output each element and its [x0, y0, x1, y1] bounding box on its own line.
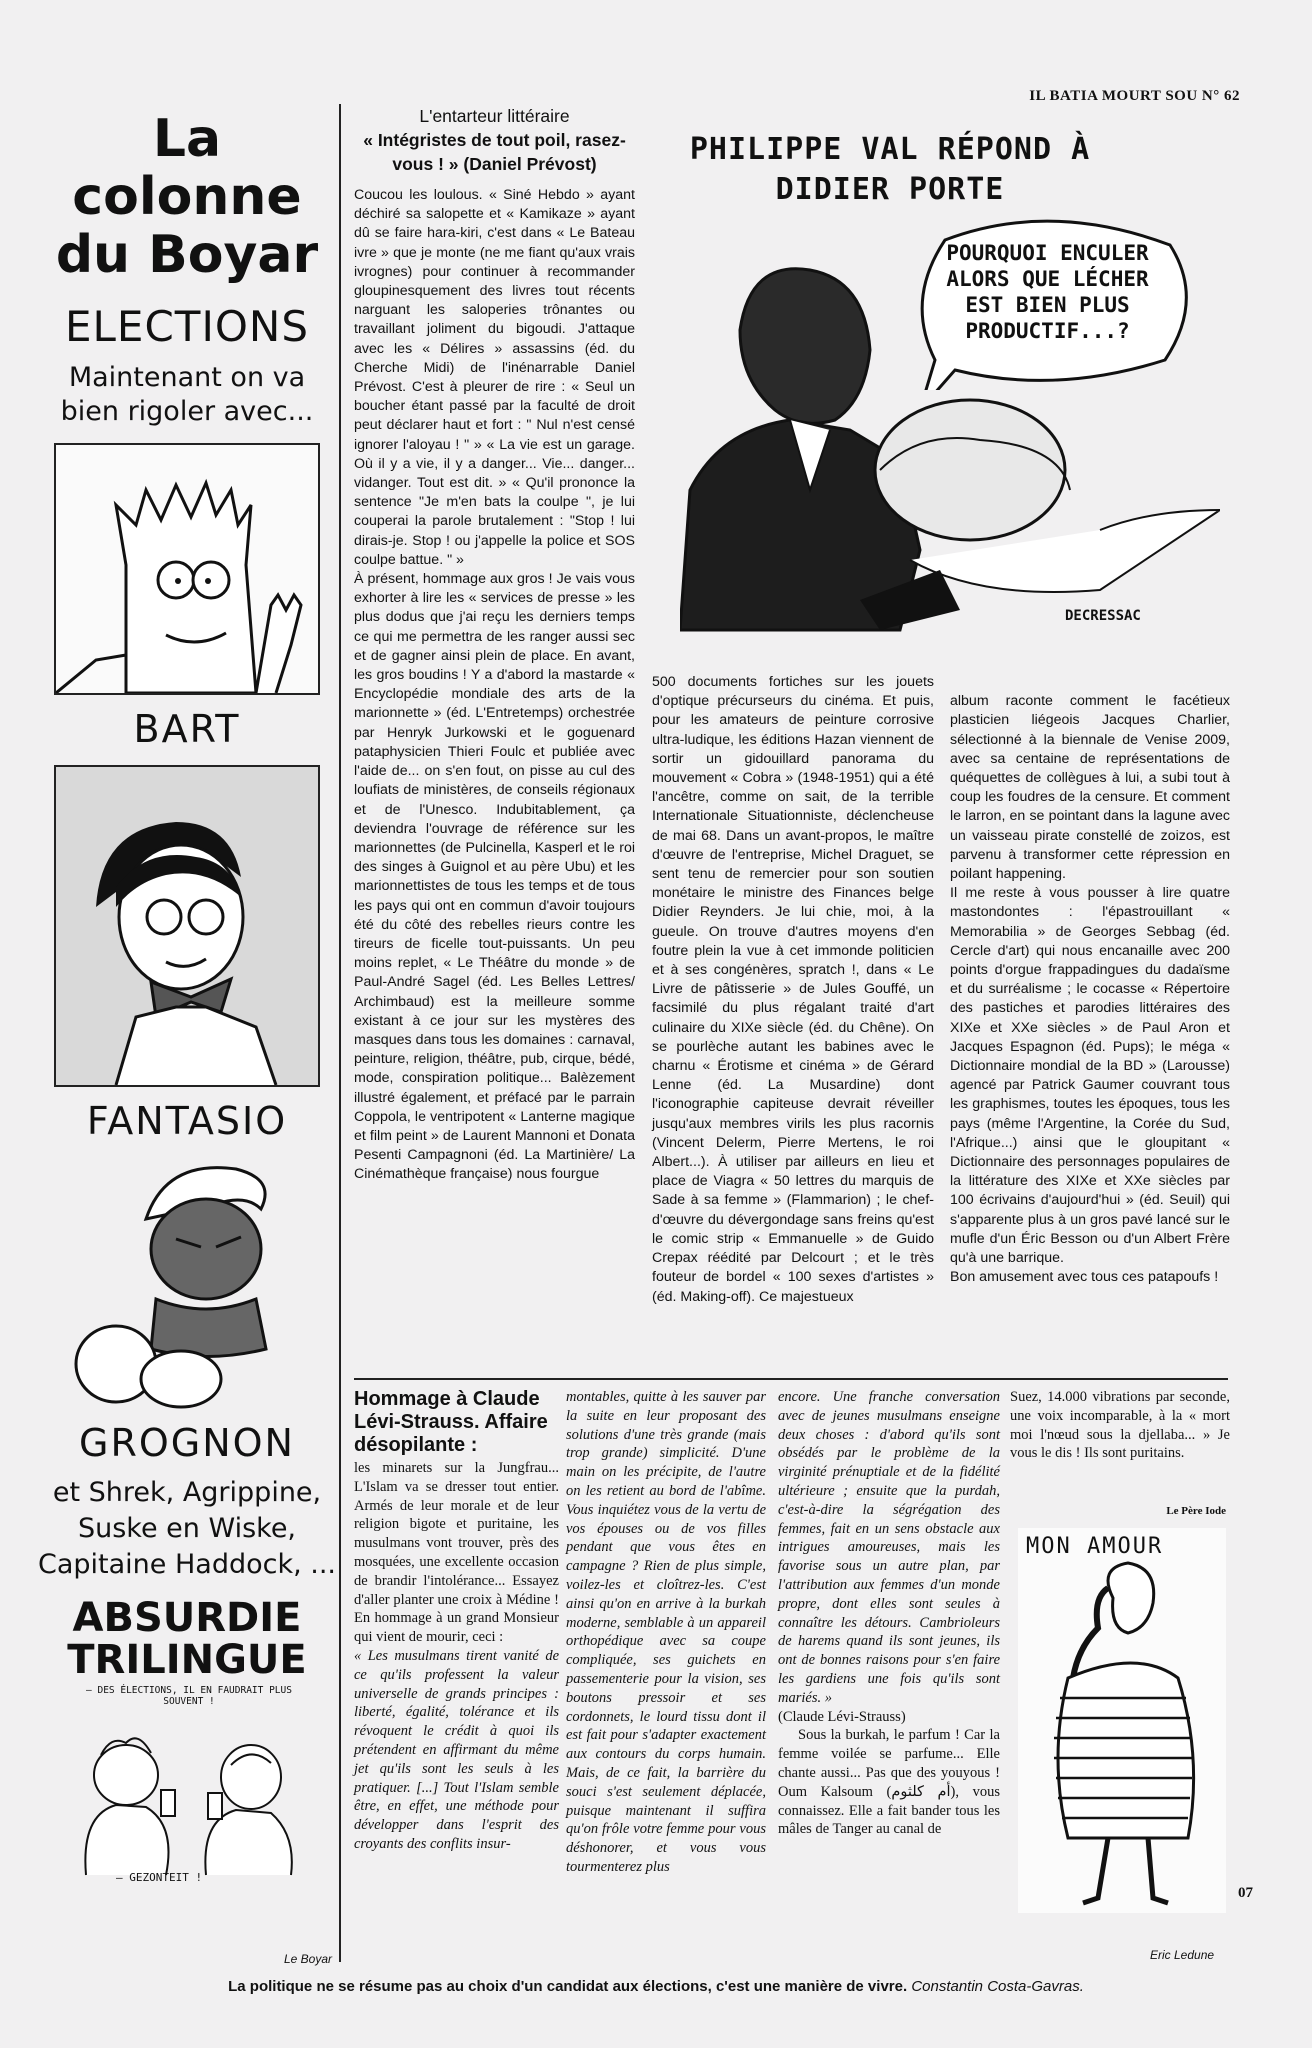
cartoon-philippe-val: [680, 130, 1220, 640]
other-characters: et Shrek, Agrippine, Suske en Wiske, Capitaine Haddock, ...: [38, 1477, 337, 1580]
bottom-article-signature: Le Père Iode: [1166, 1505, 1226, 1517]
bottom-article-paragraph: Sous la burkah, le parfum ! Car la femme voilée se parfume... Elle chante aussi... Pas que des youyous ! Oum Kalsoum (أم كلثوم), vous connaissez. Elle a fait bander tous les mâles de Tanger au canal de: [778, 1727, 1000, 1838]
article-paragraph: Coucou les loulous. « Siné Hebdo » ayant déchiré sa salopette et « Kamikaze » ayant dû se faire hara-kiri, c'est dans « Le Bateau ivre » que je monte (ne me fiant qu'aux vrais ivrognes) pour continuer à recommander gloupinesquement des livres tout récents narguant les saloperies trônantes ou travaillant joliment du bigoudi. J'attaque avec les « Délires » assassins (éd. du Cherche Midi) de l'inénarrable Daniel Prévost. C'est à pleurer de rire : « Seul un boucher étant passé par la faculté de droit peut déclarer haut et fort : " Nul n'est censé ignorer l'aloyau ! " » « La vie est un garage. Où il y a vie, il y a danger... Vie... danger... vidanger. Tout est dit. » « Qu'il prononce la sentence "Je m'en bats la coulpe ", je lui couperai la parole brutalement : "Stop ! lui dirais-je. Stop ! ou j'appelle la police et SOS coulpe battue. " »: [354, 187, 635, 568]
bottom-article-column-3: [778, 1388, 1000, 1839]
footer-quote-author: Constantin Costa-Gavras.: [911, 1978, 1084, 1995]
fantasio-drawing: [54, 765, 320, 1087]
column-title: La colonne du Boyar: [55, 109, 319, 285]
bart-drawing: [54, 443, 320, 695]
elections-subtitle: Maintenant on va bien rigoler avec...: [60, 362, 314, 427]
article-headline-block: [354, 104, 635, 176]
article-paragraph: 500 documents fortiches sur les jouets d'optique précurseurs du cinéma. Et puis, pour les amateurs de peinture corrosive ultra-ludique, les éditions Hazan viennent de sortir un gidouillard panorama du mouvement « Cobra » (1948-1951) qui a été l'ancêtre, comme on sait, de la terrible Internationale Situationniste, déclencheuse de mai 68. Dans un avant-propos, le maître d'œuvre de l'entreprise, Michel Draguet, se sent tenu de remercier pour son soutien monétaire le ministre des Finances belge Didier Reynders. Je lui chie, moi, à la gueule. On trouve d'autres moyens d'en foutre plein la vue à cet immonde politicien et à ses congénères, spratch !, dans « Le Livre de pâtisserie » de Jules Gouffé, un facsimilé du plus régalant traité d'art culinaire du XIXe siècle (éd. du Chêne). On se pourlèche autant les babines avec le charnu « Érotisme et cinéma » de Gérard Lenne (éd. La Musardine) dont l'iconographie capiteuse devrait réveiller jusqu'aux membres virils les plus racornis (Vincent Delerm, Pierre Mertens, le roi Albert...). À utiliser par ailleurs en lieu et place de Viagra « 50 lettres du marquis de Sade à sa femme » (Flammarion) ; le chef-d'œuvre du dévergondage sans freins qu'est le comic strip « Emmanuelle » de Guido Crepax réédité par Delcourt ; et le très fouteur de bordel « 100 sexes d'artistes » (éd. Making-off). Ce majestueux: [652, 674, 934, 1305]
cartoon-signature: DECRESSAC: [1065, 608, 1141, 624]
page-number: 07: [1238, 1885, 1253, 1901]
bottom-article-quote-end: encore. Une franche conversation avec de jeunes musulmans enseigne deux choses : d'abord qu'ils sont obsédés par le problème de la virginité prénuptiale et de la fidélité ultérieure ; ensuite que la purdah, c'est-à-dire la ségrégation des femmes, fait en un sens obstacle aux intrigues amoureuses, mais les favorise sous un autre plan, par l'attribution aux femmes d'un monde propre, dont elles sont seules à connaître les détours. Cambrioleurs de harems quand ils sont jeunes, ils ont de bonnes raisons pour s'en faire les gardiens une fois qu'ils sont mariés. »: [778, 1389, 1000, 1706]
column-divider: [339, 104, 341, 1962]
section-divider: [354, 1378, 1228, 1380]
absurdie-caption-top: — DES ÉLECTIONS, IL EN FAUDRAIT PLUS SOUVENT !: [86, 1685, 292, 1707]
cartoon-title: PHILIPPE VAL RÉPOND À DIDIER PORTE: [689, 132, 1091, 207]
bottom-article-paragraph: Suez, 14.000 vibrations par seconde, une voix incomparable, à la « mort moi l'nœud sous la djellaba... » Je vous le dis ! Ils sont puritains.: [1010, 1389, 1230, 1462]
bottom-article-column-1: [354, 1388, 559, 1854]
absurdie-heading: ABSURDIE TRILINGUE: [67, 1595, 307, 1683]
elections-heading: ELECTIONS: [65, 302, 309, 351]
drawing-credit: Eric Ledune: [1150, 1948, 1215, 1962]
bottom-article-quote: « Les musulmans tirent vanité de ce qu'ils professent la valeur universelle de grands principes : liberté, égalité, tolérance et ils révoquent le crédit à quoi ils prétendent en affirmant du même jet qu'ils sont les seuls à les pratiquer. [...] Tout l'Islam semble être, en effet, une méthode pour développer dans l'esprit des croyants des conflits insur-: [354, 1647, 559, 1852]
masthead: IL BATIA MOURT SOU N° 62: [1029, 88, 1240, 104]
absurdie-drawing: [56, 1685, 318, 1895]
character-name-bart: BART: [133, 707, 241, 751]
absurdie-caption-bottom: — GEZONTEIT !: [116, 1871, 203, 1884]
footer-quote-text: La politique ne se résume pas au choix d'un candidat aux élections, c'est une manière de vivre.: [228, 1978, 908, 1995]
bottom-article-headline: Hommage à Claude Lévi-Strauss. Affaire désopilante :: [354, 1388, 548, 1456]
bottom-article-column-4: [1010, 1388, 1230, 1463]
article-column-2: [652, 673, 934, 1307]
bottom-article-quote-cont: montables, quitte à les sauver par la suite en leur proposant des solutions d'une très grande (mais trop grande) simplicité. D'une main on les précipite, de l'autre on les retient au bord de l'abîme. Vous inquiétez vous de la vertu de vos épouses ou de vos filles pendant que vous êtes en campagne ? Rien de plus simple, voilez-les et cloîtrez-les. C'est ainsi qu'on en arrive à la burkah moderne, semblable à un appareil orthopédique avec sa coupe compliquée, ses guichets en passementerie pour la vision, ses boutons pressoir et ses cordonnets, le lourd tissu dont il est fait pour s'adapter exactement aux contours du corps humain. Mais, de ce fait, la barrière du souci s'est seulement déplacée, puisque maintenant il suffira qu'on frôle votre femme pour vous déshonorer, et vous vous tourmenterez plus: [566, 1389, 766, 1875]
article-column-3: [950, 673, 1230, 1307]
article-column-1: [354, 104, 635, 1185]
bottom-article-intro: les minarets sur la Jungfrau... L'Islam va se dresser tout entier. Armés de leur morale et de leur religion bigote et puritaine, les musulmans vont trouver, près des mosquées, une excellente occasion de brandir l'intolérance... Essayez d'aller planter une croix à Médine ! En hommage à un grand Monsieur qui vient de mourir, ceci :: [354, 1460, 559, 1646]
character-name-grognon: GROGNON: [79, 1421, 295, 1465]
drawing-label: MON AMOUR: [1026, 1534, 1164, 1559]
article-paragraph: À présent, hommage aux gros ! Je vais vous exhorter à lire les « services de presse » les plus dodus que j'ai reçu les derniers temps ce qui me permettra de les ranger aussi sec et de gagner ainsi plein de place. En avant, les gros boudins ! Y a d'abord la mastarde « Encyclopédie mondiale des arts de la marionnette » (éd. L'Entretemps) orchestrée par Henryk Jurkowski et le goguenard pataphysicien Thieri Foulc et publiée avec l'aide de... on s'en fout, on pisse au cul des loufiats de ministères, de conseils régionaux et de l'Unesco. Indubitablement, ça deviendra l'ouvrage de référence sur les marionnettes (de Pulcinella, Kasperl et le roi des singes à Guignol et au père Ubu) et les marionnettistes de tous les temps et de tous les pays qui ont en commun d'avoir toujours été du côté des rebelles rieurs contre les tireurs de ficelle tout-puissants. Un peu moins replet, « Le Théâtre du monde » de Paul-André Sagel (éd. Les Belles Lettres/ Archimbaud) est la meilleure somme existant à ce jour sur les mystères des masques dans tous les domaines : carnaval, peinture, religion, théâtre, pub, cirque, bédé, mode, conspiration politique... Balèzement illustré également, et préfacé par le parrain Coppola, le ventripotent « Lanterne magique et film peint » de Laurent Mannoni et Donata Pesenti Campagnoni (éd. La Martinière/ La Cinémathèque française) nous fourgue: [354, 571, 635, 1183]
bottom-article-credit: (Claude Lévi-Strauss): [778, 1708, 906, 1725]
footer-quote: [0, 1978, 1312, 1995]
speech-bubble-text: POURQUOI ENCULER ALORS QUE LÉCHER EST BIEN PLUS PRODUCTIF...?: [946, 241, 1149, 343]
mon-amour-drawing: [1018, 1528, 1226, 1913]
grognon-drawing: [56, 1149, 318, 1409]
boyar-signature: Le Boyar: [283, 1952, 332, 1966]
boyar-column: [38, 104, 337, 1966]
character-name-fantasio: FANTASIO: [86, 1099, 288, 1143]
bottom-article-column-2: [566, 1388, 766, 1877]
article-paragraph: album raconte comment le facétieux plasticien liégeois Jacques Charlier, sélectionné à la biennale de Venise 2009, avec sa centaine de représentations de quéquettes de collègues à lui, a subi tout à coup les foudres de la censure. Et comment le larron, en se pointant dans la lagune avec un vaisseau pirate constellé de zoizos, est parvenu à transformer cette répression en poilant happening. Il me reste à vous pousser à lire quatre mastondontes : l'épastrouillant « Memorabilia » de Georges Sebbag (éd. Cercle d'art) qui nous encanaille avec 200 points d'orgue frappadingues du dadaïsme et du surréalisme ; le cocasse « Répertoire des pastiches et parodies littéraires des XIXe et XXe siècles » de Paul Aron et Jacques Espagnon (éd. Pups); le méga « Dictionnaire mondial de la BD » (Larousse) agencé par Patrick Gaumer couvrant tous les graphismes, toutes les époques, tous les pays (même l'Argentine, la Corée du Sud, l'Afrique...) ainsi que le gloupitant « Dictionnaire des personnages populaires de la littérature des XIXe et XXe siècles par 100 écrivains d'aujourd'hui » (éd. Seuil) qui s'apparente plus à un gros pavé lancé sur le mufle d'un Éric Besson ou d'un Albert Frère qu'à une barrique. Bon amusement avec tous ces patapoufs !: [950, 693, 1230, 1286]
article-kicker: L'entarteur littéraire: [419, 106, 570, 126]
article-headline: « Intégristes de tout poil, rasez-vous ! » (Daniel Prévost): [363, 130, 626, 174]
